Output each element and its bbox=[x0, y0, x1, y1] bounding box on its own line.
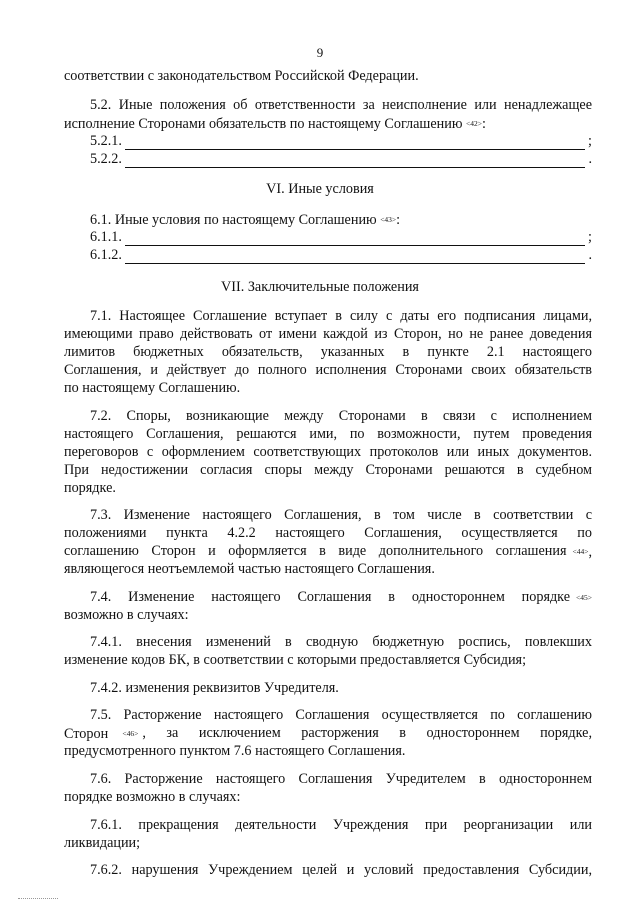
text-line: 6.1. Иные условия по настоящему Соглашению <43>: bbox=[90, 212, 401, 228]
text-line: 7.5. Расторжение настоящего Соглашения осуществляется по соглашению bbox=[90, 707, 592, 723]
scan-artifact bbox=[18, 898, 58, 905]
text-line: порядке возможно в случаях: bbox=[64, 789, 241, 805]
footnote-ref: <42> bbox=[465, 119, 482, 128]
text-line: возможно в случаях: bbox=[64, 607, 189, 623]
text-line: 7.1. Настоящее Соглашение вступает в силу с даты его подписания лицами, bbox=[90, 308, 592, 324]
text-line: ликвидации; bbox=[64, 835, 141, 851]
blank-rule bbox=[125, 233, 585, 246]
text-line: Сторон <46> , за исключением расторжения в одностороннем порядке, bbox=[64, 725, 592, 742]
text-line: При недостижении согласия споры между Сторонами решаются в судебном bbox=[64, 462, 592, 478]
text-line: 7.4.2. изменения реквизитов Учредителя. bbox=[90, 680, 339, 696]
fill-in-row: 6.1.2. . bbox=[90, 247, 592, 263]
section-heading: VII. Заключительные положения bbox=[221, 279, 419, 295]
text-line: 7.6.1. прекращения деятельности Учреждения при реорганизации или bbox=[90, 817, 592, 833]
text-line: изменение кодов БК, в соответствии с которыми предоставляется Субсидия; bbox=[64, 652, 527, 668]
text-line: настоящего Соглашения, решаются ими, по возможности, путем проведения bbox=[64, 426, 592, 442]
text-line: исполнение Сторонами обязательств по настоящему Соглашению <42>: bbox=[64, 116, 486, 132]
text-line: 5.2. Иные положения об ответственности за неисполнение или ненадлежащее bbox=[90, 97, 592, 113]
text-line: по настоящему Соглашению. bbox=[64, 380, 241, 396]
section-heading: VI. Иные условия bbox=[266, 181, 374, 197]
text-line: лимитов бюджетных обязательств, указанных в пункте 2.1 настоящего bbox=[64, 344, 592, 360]
blank-rule bbox=[125, 251, 586, 264]
footnote-ref: <45> bbox=[576, 593, 592, 602]
footnote-ref: <43> bbox=[380, 215, 397, 224]
blank-rule bbox=[125, 137, 585, 150]
text-line: являющегося неотъемлемой частью настоящего Соглашения. bbox=[64, 561, 435, 577]
text-line: порядке. bbox=[64, 480, 116, 496]
text-line: 7.2. Споры, возникающие между Сторонами в связи с исполнением bbox=[90, 408, 592, 424]
text-line: предусмотренного пунктом 7.6 настоящего Соглашения. bbox=[64, 743, 406, 759]
text-line: Соглашения, и действует до полного исполнения Сторонами своих обязательств bbox=[64, 362, 592, 378]
page-number: 9 bbox=[316, 45, 324, 60]
text-line: 7.3. Изменение настоящего Соглашения, в том числе в соответствии с bbox=[90, 507, 592, 523]
text-line: имеющими право действовать от имени каждой из Сторон, но не ранее доведения bbox=[64, 326, 592, 342]
footnote-ref: <44> bbox=[572, 547, 589, 556]
text-line: переговоров с оформлением соответствующих протоколов или иных документов. bbox=[64, 444, 592, 460]
text-line: 7.4. Изменение настоящего Соглашения в одностороннем порядке <45> bbox=[90, 589, 592, 605]
fill-in-row: 5.2.2. . bbox=[90, 151, 592, 167]
footnote-ref: <46> bbox=[122, 729, 139, 738]
fill-in-row: 6.1.1. ; bbox=[90, 229, 592, 245]
blank-rule bbox=[125, 155, 586, 168]
text-line: соглашению Сторон и оформляется в виде дополнительного соглашения <44>, bbox=[64, 543, 592, 560]
text-line: 7.4.1. внесения изменений в сводную бюджетную роспись, повлекших bbox=[90, 634, 592, 650]
text-line: 7.6. Расторжение настоящего Соглашения Учредителем в одностороннем bbox=[90, 771, 592, 787]
text-line: 7.6.2. нарушения Учреждением целей и условий предоставления Субсидии, bbox=[90, 862, 592, 878]
fill-in-row: 5.2.1. ; bbox=[90, 133, 592, 149]
text-line: положениями пункта 4.2.2 настоящего Соглашения, осуществляется по bbox=[64, 525, 592, 541]
text-line: соответствии с законодательством Российской Федерации. bbox=[64, 68, 419, 84]
